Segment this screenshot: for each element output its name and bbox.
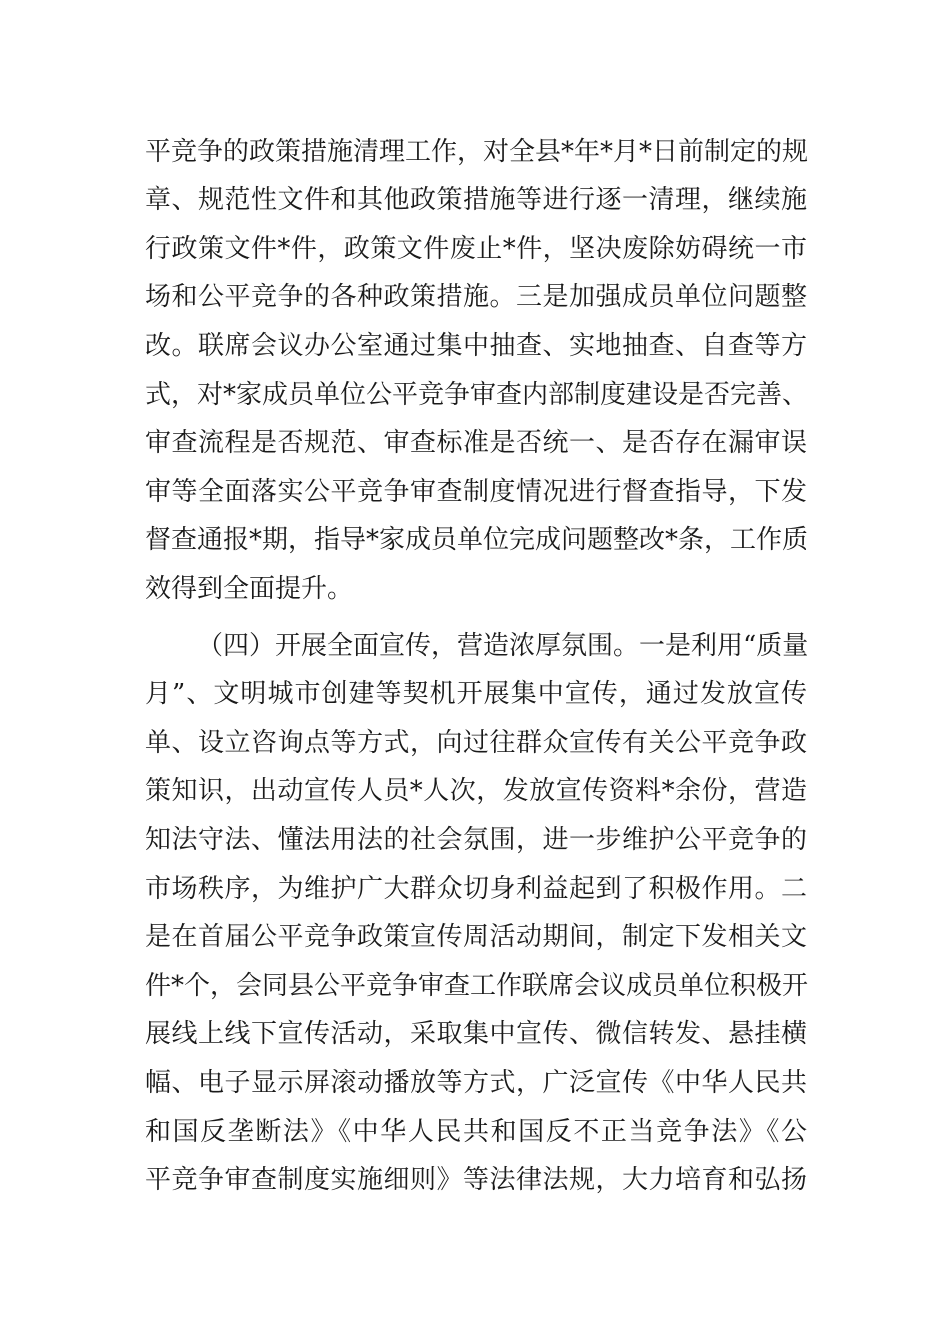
text-line-19: 展线上线下宣传活动，采取集中宣传、微信转发、悬挂横 <box>145 1019 807 1049</box>
text-line-22: 平竞争审查制度实施细则》等法律法规，大力培育和弘扬 <box>145 1165 807 1195</box>
text-line-9: 督查通报*期，指导*家成员单位完成问题整改*条，工作质 <box>145 525 809 555</box>
text-line-7: 审查流程是否规范、审查标准是否统一、是否存在漏审误 <box>145 428 807 458</box>
text-line-5: 改。联席会议办公室通过集中抽查、实地抽查、自查等方 <box>145 331 807 361</box>
text-line-12: 月”、文明城市创建等契机开展集中宣传，通过发放宣传 <box>145 679 807 709</box>
text-line-3: 行政策文件*件，政策文件废止*件，坚决废除妨碍统一市 <box>145 234 807 264</box>
text-line-18: 件*个，会同县公平竞争审查工作联席会议成员单位积极开 <box>145 971 809 1001</box>
text-line-14: 策知识，出动宣传人员*人次，发放宣传资料*余份，营造 <box>145 776 807 806</box>
text-line-13: 单、设立咨询点等方式，向过往群众宣传有关公平竞争政 <box>145 728 807 758</box>
text-line-21: 和国反垄断法》《中华人民共和国反不正当竞争法》《公 <box>145 1117 807 1147</box>
text-line-15: 知法守法、懂法用法的社会氛围，进一步维护公平竞争的 <box>145 825 807 855</box>
text-line-6: 式，对*家成员单位公平竞争审查内部制度建设是否完善、 <box>145 380 809 410</box>
text-line-17: 是在首届公平竞争政策宣传周活动期间，制定下发相关文 <box>145 922 807 952</box>
text-line-10: 效得到全面提升。 <box>145 574 354 604</box>
text-line-16: 市场秩序，为维护广大群众切身利益起到了积极作用。二 <box>145 874 807 904</box>
text-line-8: 审等全面落实公平竞争审查制度情况进行督查指导，下发 <box>145 477 807 507</box>
text-line-2: 章、规范性文件和其他政策措施等进行逐一清理，继续施 <box>145 185 807 215</box>
text-line-11: （四）开展全面宣传，营造浓厚氛围。一是利用“质量 <box>197 631 809 661</box>
text-line-20: 幅、电子显示屏滚动播放等方式，广泛宣传《中华人民共 <box>145 1068 807 1098</box>
text-line-1: 平竞争的政策措施清理工作，对全县*年*月*日前制定的规 <box>145 137 809 167</box>
text-line-4: 场和公平竞争的各种政策措施。三是加强成员单位问题整 <box>145 282 807 312</box>
